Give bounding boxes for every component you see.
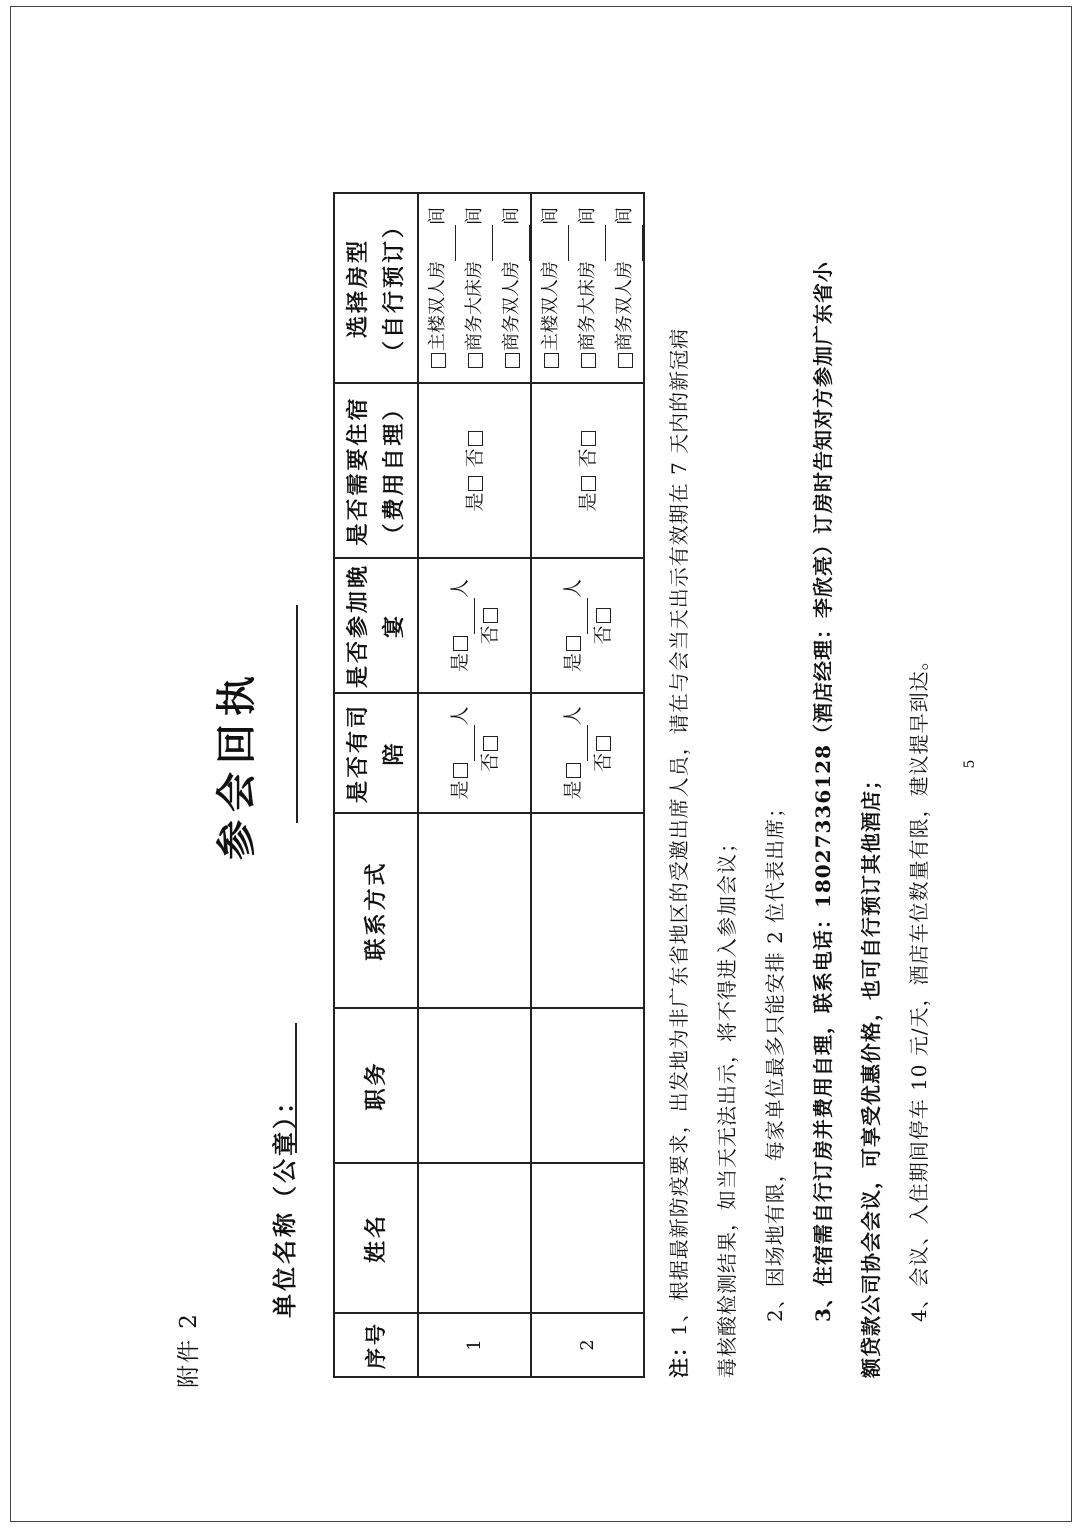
driver-cell: 是人 否 <box>418 693 531 813</box>
header-driver: 是否有司陪 <box>334 693 418 813</box>
checkbox[interactable] <box>566 636 581 651</box>
banquet-cell: 是人 否 <box>418 558 531 693</box>
checkbox[interactable] <box>618 353 633 368</box>
header-contact: 联系方式 <box>334 813 418 1008</box>
checkbox[interactable] <box>544 353 559 368</box>
checkbox[interactable] <box>581 476 596 491</box>
note-3-line-2: 额贷款公司协会会议，可享受优惠价格，也可自行预订其他酒店； <box>859 769 883 1378</box>
registration-table <box>333 192 645 1378</box>
lodging-cell: 是 否 <box>531 383 644 558</box>
position-cell[interactable] <box>531 1008 644 1163</box>
banquet-cell: 是人 否 <box>531 558 644 693</box>
note-2: 2、因场地有限，每家单位最多只能安排 2 位代表出席； <box>763 796 787 1322</box>
checkbox[interactable] <box>581 431 596 446</box>
row-index: 1 <box>418 1313 531 1377</box>
checkbox[interactable] <box>468 431 483 446</box>
checkbox[interactable] <box>596 736 611 751</box>
room-count-blank[interactable] <box>437 225 456 261</box>
room-count-blank[interactable] <box>511 225 530 261</box>
table-row <box>418 193 531 1377</box>
name-cell[interactable] <box>418 1163 531 1313</box>
table-row <box>531 193 644 1377</box>
header-position: 职务 <box>334 1008 418 1163</box>
note-1-line-1: 注：1、根据最新防疫要求，出发地为非广东省地区的受邀出席人员，请在与会当天出示有效期在 7 天内的新冠病 <box>667 327 691 1378</box>
room-cell: 主楼双人房间 商务大床房间 商务双人房间 <box>531 193 644 383</box>
notes-section <box>655 128 943 1378</box>
note-4: 4、会议、入住期间停车 10 元/天，酒店车位数量有限，建议提早到达。 <box>907 649 931 1322</box>
lodging-cell: 是 否 <box>418 383 531 558</box>
room-count-blank[interactable] <box>624 225 643 261</box>
checkbox[interactable] <box>596 609 611 624</box>
room-cell: 主楼双人房间 商务大床房间 商务双人房间 <box>418 193 531 383</box>
page-title: 参会回执 <box>213 668 260 860</box>
checkbox[interactable] <box>431 353 446 368</box>
checkbox[interactable] <box>483 609 498 624</box>
room-count-blank[interactable] <box>474 225 493 261</box>
name-cell[interactable] <box>531 1163 644 1313</box>
header-room <box>334 193 418 383</box>
room-count-blank[interactable] <box>550 225 569 261</box>
count-blank[interactable] <box>456 598 475 634</box>
checkbox[interactable] <box>453 636 468 651</box>
checkbox[interactable] <box>468 476 483 491</box>
checkbox[interactable] <box>505 353 520 368</box>
header-room-line1: 选择房型 <box>345 238 371 339</box>
header-name: 姓名 <box>334 1163 418 1313</box>
header-lodging-line2: （费用自理） <box>381 395 407 546</box>
driver-cell: 是人 否 <box>531 693 644 813</box>
header-index: 序号 <box>334 1313 418 1377</box>
page-number: 5 <box>962 759 978 769</box>
checkbox[interactable] <box>581 353 596 368</box>
table-header-row <box>334 193 418 1377</box>
position-cell[interactable] <box>418 1008 531 1163</box>
header-lodging-line1: 是否需要住宿 <box>345 395 371 546</box>
header-room-line2: （自行预订） <box>381 213 407 364</box>
contact-cell[interactable] <box>531 813 644 1008</box>
contact-cell[interactable] <box>418 813 531 1008</box>
title-underline <box>296 605 298 823</box>
header-lodging <box>334 383 418 558</box>
checkbox[interactable] <box>483 736 498 751</box>
count-blank[interactable] <box>456 726 475 762</box>
count-blank[interactable] <box>569 726 588 762</box>
checkbox[interactable] <box>453 764 468 779</box>
checkbox[interactable] <box>566 764 581 779</box>
attachment-label: 附件 2 <box>176 1312 202 1388</box>
unit-name-label: 单位名称（公章）： <box>270 1087 299 1318</box>
count-blank[interactable] <box>569 598 588 634</box>
note-1-line-2: 毒核酸检测结果，如当天无法出示，将不得进入参加会议； <box>715 832 739 1378</box>
room-count-blank[interactable] <box>587 225 606 261</box>
note-3-line-1: 3、住宿需自行订房并费用自理，联系电话：18027336128（酒店经理：李欣亮）订房时告知对方参加广东省小 <box>811 261 835 1322</box>
header-banquet: 是否参加晚宴 <box>334 558 418 693</box>
checkbox[interactable] <box>468 353 483 368</box>
row-index: 2 <box>531 1313 644 1377</box>
unit-name-blank[interactable] <box>295 1023 297 1153</box>
